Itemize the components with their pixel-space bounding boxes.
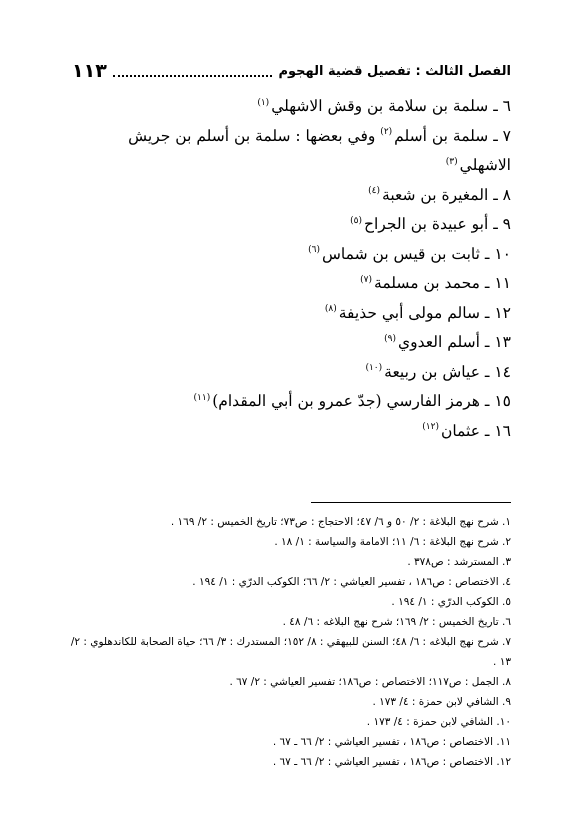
footnote-ref: (١) <box>257 97 270 108</box>
footnote: ٦. تاريخ الخميس : ٢/ ١٦٩؛ شرح نهج البلاغه : ٦/ ٤٨ . <box>282 616 511 628</box>
footnote: ٥. الكوكب الدرّي : ١/ ١٩٤ . <box>391 596 511 608</box>
footnote: ١١. الاختصاص : ص١٨٦ ، تفسير العياشي : ٢/ ٦٦ ـ ٦٧ . <box>272 736 511 748</box>
page-number: ١١٣ <box>72 60 107 82</box>
footnote: ٩. الشافي لابن حمزة : ٤/ ١٧٣ . <box>372 696 511 708</box>
footnote-ref: (٨) <box>324 304 337 315</box>
footnote-ref: (٩) <box>384 333 397 344</box>
footnote-ref: (٥) <box>350 215 362 226</box>
list-item: ٧ ـ سلمة بن أسلم$^{(٢)}$ وفي بعضها : سلمة بن أسلم بن جريش الاشهلي$^{(٣)}$ <box>128 126 511 174</box>
running-header <box>72 58 511 84</box>
footnote-ref: (١٠) <box>365 363 383 374</box>
list-item: ١١ ـ محمد بن مسلمة$^{(٧)}$ <box>360 274 511 292</box>
list-item: ١٤ ـ عياش بن ربيعة$^{(١٠)}$ <box>365 362 511 381</box>
list-item: ١٥ ـ هرمز الفارسي (جدّ عمرو بن أبي المقدام)$^{(١١)}$ <box>193 392 511 410</box>
list-item: ١٢ ـ سالم مولى أبي حذيفة$^{(٨)}$ <box>324 303 511 322</box>
footnote: ٣. المسترشد : ص٣٧٨ . <box>407 556 511 568</box>
leader-dots <box>113 65 273 77</box>
chapter-title: الفصل الثالث : تفصيل قضية الهجوم <box>278 63 511 79</box>
footnote-ref: (٣) <box>445 156 458 167</box>
list-item: ١٠ ـ ثابت بن قيس بن شماس$^{(٦)}$ <box>308 244 511 263</box>
list-item: ٨ ـ المغيرة بن شعبة$^{(٤)}$ <box>368 185 511 204</box>
list-item: ٩ ـ أبو عبيدة بن الجراح$^{(٥)}$ <box>350 215 511 233</box>
footnote: ١٠. الشافي لابن حمزة : ٤/ ١٧٣ . <box>366 716 511 728</box>
list-item: ١٦ ـ عثمان$^{(١٢)}$ <box>422 421 511 440</box>
footnote: ٤. الاختصاص : ص١٨٦ ، تفسير العياشي : ٢/ ٦٦؛ الكوكب الدرّي : ١/ ١٩٤ . <box>192 576 511 588</box>
footnote: ١٢. الاختصاص : ص١٨٦ ، تفسير العياشي : ٢/ ٦٦ ـ ٦٧ . <box>272 756 511 768</box>
names-list <box>60 92 511 446</box>
footnote: ٧. شرح نهج البلاغه : ٦/ ٤٨؛ السنن للبيهقي : ٨/ ١٥٢؛ المستدرك : ٣/ ٦٦؛ حياة الصحابة للكاندهلوي : ٢/ ١٣ . <box>70 636 511 668</box>
footnote: ٨. الجمل : ص١١٧؛ الاختصاص : ص١٨٦؛ تفسير العياشي : ٢/ ٦٧ . <box>229 676 511 688</box>
footnote-divider <box>311 502 511 503</box>
footnote-ref: (٧) <box>360 274 373 285</box>
list-item: ١٣ ـ أسلم العدوي$^{(٩)}$ <box>384 333 511 351</box>
footnotes <box>62 512 511 772</box>
footnote-ref: (٢) <box>380 127 393 138</box>
list-item: ٦ ـ سلمة بن سلامة بن وقش الاشهلي$^{(١)}$ <box>257 97 511 115</box>
footnote-ref: (٦) <box>308 245 320 256</box>
footnote: ٢. شرح نهج البلاغة : ٦/ ١١؛ الامامة والسياسة : ١/ ١٨ . <box>274 536 511 548</box>
footnote: ١. شرح نهج البلاغة : ٢/ ٥٠ و ٦/ ٤٧؛ الاحتجاج : ص٧٣؛ تاريخ الخميس : ٢/ ١٦٩ . <box>170 516 511 528</box>
footnote-ref: (١١) <box>193 392 211 403</box>
footnote-ref: (١٢) <box>422 422 439 433</box>
footnote-ref: (٤) <box>368 186 381 197</box>
